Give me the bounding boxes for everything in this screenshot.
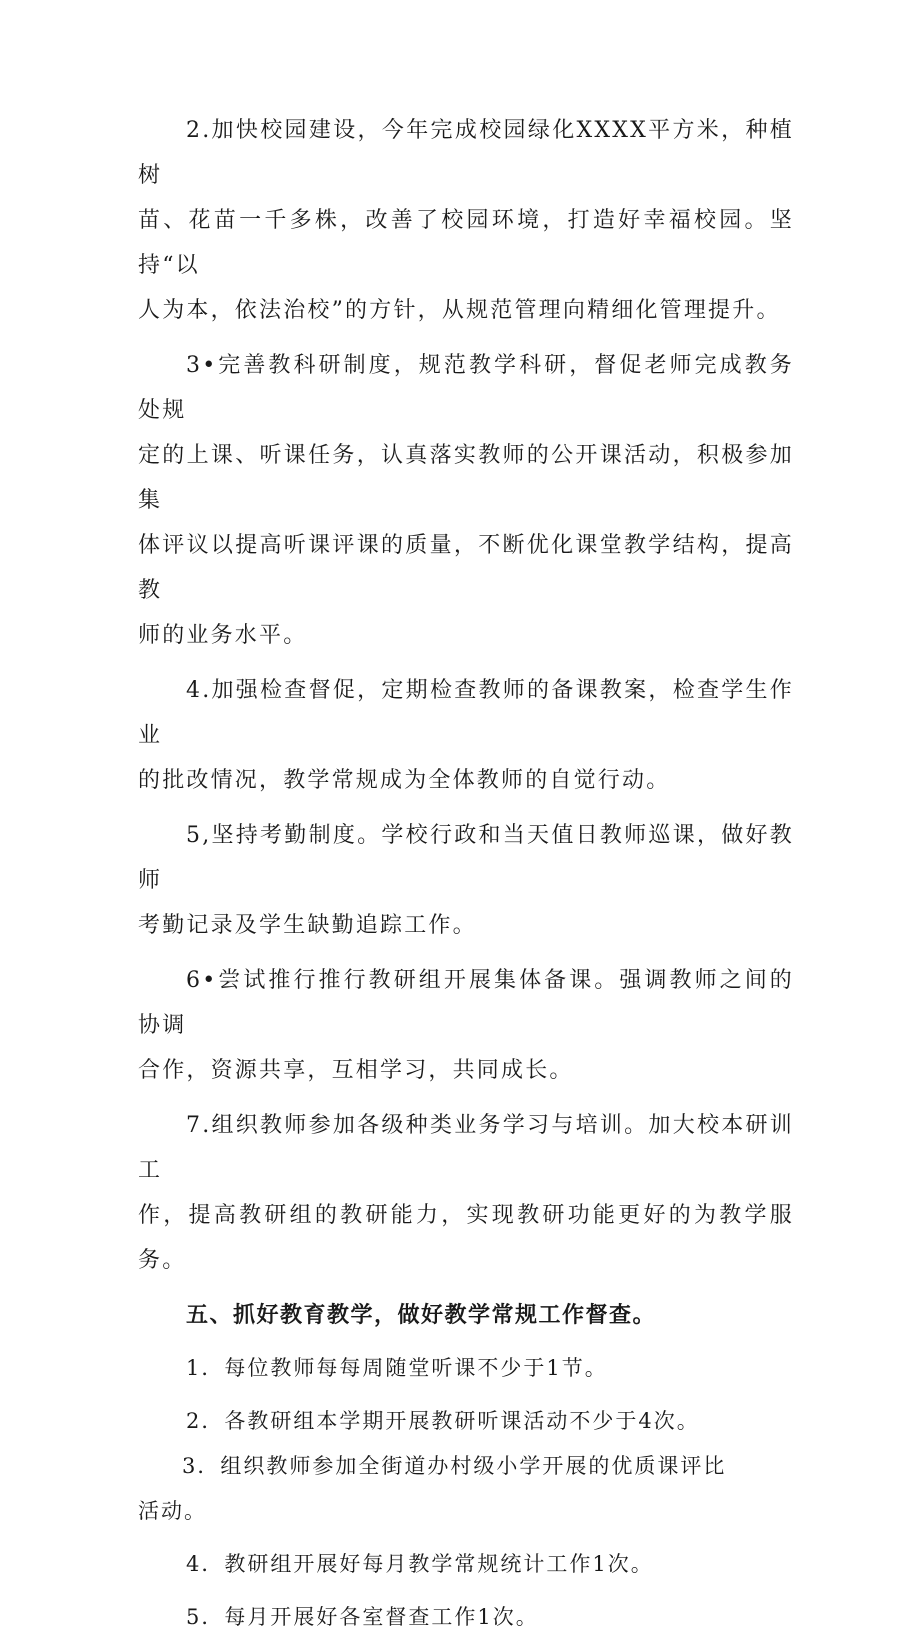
paragraph-5 [138,813,794,948]
paragraph-line: 体评议以提高听课评课的质量，不断优化课堂教学结构，提高教 [138,533,794,603]
paragraph-line: 7.组织教师参加各级种类业务学习与培训。加大校本研训工 [138,1113,794,1183]
paragraph-line: 2.加快校园建设，今年完成校园绿化XXXX平方米，种植树 [138,118,794,188]
paragraph-line: 的批改情况，教学常规成为全体教师的自觉行动。 [138,768,671,793]
paragraph-4 [138,668,794,803]
paragraph-line: 3•完善教科研制度，规范教学科研，督促老师完成教务处规 [138,353,794,423]
list-item-2: 2．各教研组本学期开展教研听课活动不少于4次。 [186,1409,700,1433]
paragraph-6 [138,958,794,1093]
paragraph-line: 6•尝试推行推行教研组开展集体备课。强调教师之间的协调 [138,968,794,1038]
paragraph-line: 考勤记录及学生缺勤追踪工作。 [138,913,477,938]
paragraph-3 [138,343,794,658]
list-item-1: 1．每位教师每每周随堂听课不少于1节。 [186,1356,608,1380]
paragraph-line: 苗、花苗一千多株，改善了校园环境，打造好幸福校园。坚持“以 [138,208,794,278]
paragraph-line: 定的上课、听课任务，认真落实教师的公开课活动，积极参加集 [138,443,794,513]
paragraph-2 [138,108,794,333]
list-item-5: 5．每月开展好各室督查工作1次。 [186,1605,539,1629]
list-item-3-continuation: 活动。 [138,1499,207,1523]
paragraph-line: 合作，资源共享，互相学习，共同成长。 [138,1058,574,1083]
list-item-4: 4．教研组开展好每月教学常规统计工作1次。 [186,1552,654,1576]
section-heading: 五、抓好教育教学，做好教学常规工作督查。 [186,1303,657,1328]
paragraph-line: 4.加强检查督促，定期检查教师的备课教案，检查学生作业 [138,678,794,748]
paragraph-line: 5,坚持考勤制度。学校行政和当天值日教师巡课，做好教师 [138,823,794,893]
paragraph-7 [138,1103,794,1283]
document-page [138,108,794,1648]
paragraph-line: 师的业务水平。 [138,623,308,648]
paragraph-line: 人为本，依法治校”的方针，从规范管理向精细化管理提升。 [138,298,781,323]
paragraph-line: 作，提高教研组的教研能力，实现教研功能更好的为教学服务。 [138,1203,794,1273]
list-item-3: 3．组织教师参加全街道办村级小学开展的优质课评比 [182,1454,727,1478]
